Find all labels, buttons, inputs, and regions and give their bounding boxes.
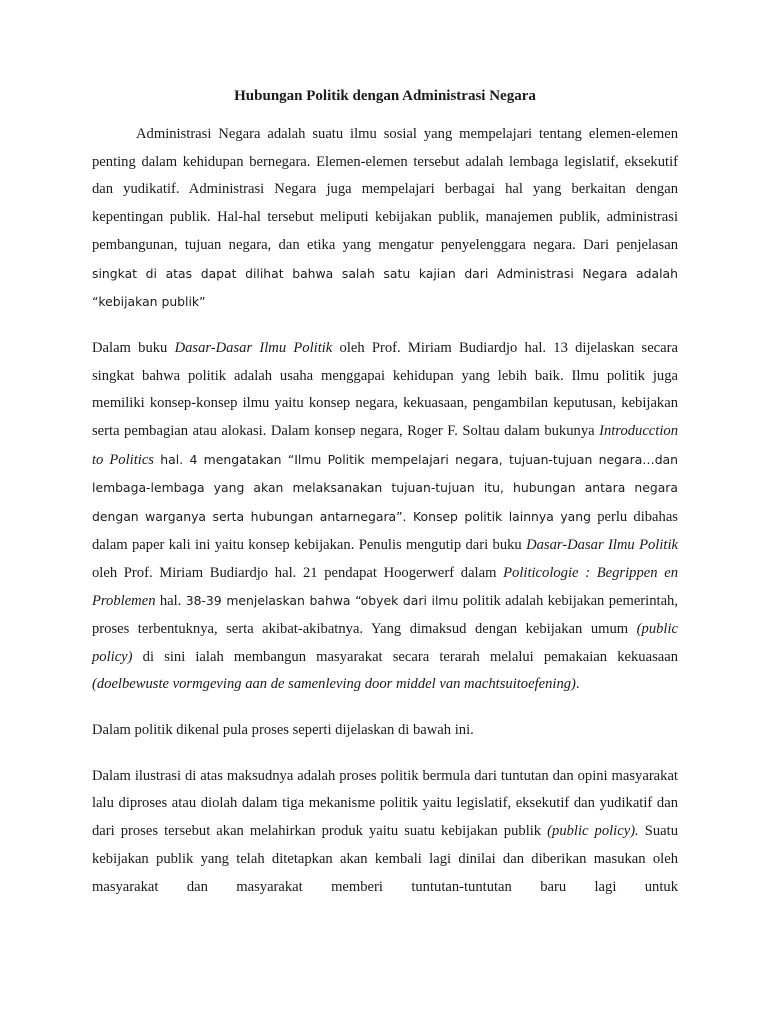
paragraph-1 [92,121,678,317]
p2-quote-hoogerwerf: 38-39 menjelaskan bahwa “obyek dari ilmu [185,593,459,609]
p2-text-5: hal. [155,593,186,610]
p2-text-8: . [575,676,580,693]
p2-text-7: di sini ialah membangun masyarakat secara terarah melalui pemakaian kekuasaan [132,648,678,665]
p4-text-2: Suatu kebijakan publik yang telah ditetapkan akan kembali lagi dinilai dan diberikan masukan oleh masyarakat dan masyarakat memberi tuntutan-tuntutan baru lagi untuk [92,823,678,895]
p2-quote-soltau: hal. 4 mengatakan “Ilmu Politik mempelajari negara, tujuan-tujuan negara…dan lembaga-lembaga yang akan melaksanakan tujuan-tujuan itu, hubungan antara negara dengan warganya serta hubungan antarnegara”. Konsep politik lainnya yang [92,451,679,525]
p2-text-6: politik adalah kebijakan pemerintah, proses terbentuknya, serta akibat-akibatnya. Yang dimaksud dengan kebijakan umum [92,593,678,637]
p2-book-title-3: Dasar-Dasar Ilmu Politik [526,536,678,553]
p2-text-2: oleh Prof. Miriam Budiardjo hal. 13 dijelaskan secara singkat bahwa politik adalah usaha menggapai kehidupan yang lebih baik. Ilmu politik juga memiliki konsep-konsep ilmu yaitu konsep negara, kekuasaan, pengambilan keputusan, kebijakan serta pembagian atau alokasi. Dalam konsep negara, Roger F. Soltau dalam bukunya [92,339,678,440]
paragraph-2 [92,335,678,699]
document-title: Hubungan Politik dengan Administrasi Negara [234,88,536,104]
p2-book-title-2: Introducction to Politics [92,423,678,468]
p4-term-public-policy: (public policy). [547,823,639,840]
p2-book-title-4: Politicologie : Begrippen en Problemen [92,564,678,610]
p2-text-3: perlu dibahas dalam paper kali ini yaitu konsep kebijakan. Penulis mengutip dari buku [92,509,678,553]
p4-text-1: Dalam ilustrasi di atas maksudnya adalah proses politik bermula dari tuntutan dan opini masyarakat lalu diproses atau diolah dalam tiga mekanisme politik yaitu legislatif, eksekutif dan yudikatif dan dari proses tersebut akan melahirkan produk yaitu suatu kebijakan publik [92,767,678,840]
p2-book-title-1: Dasar-Dasar Ilmu Politik [174,339,333,356]
p2-text-4: oleh Prof. Miriam Budiardjo hal. 21 pendapat Hoogerwerf dalam [92,564,504,581]
document-page [92,86,678,919]
paragraph-3: Dalam politik dikenal pula proses seperti dijelaskan di bawah ini. [92,722,474,739]
p2-term-dutch: (doelbewuste vormgeving aan de samenleving door middel van machtsuitoefening) [92,676,576,693]
paragraph-1-alt-text: singkat di atas dapat dilihat bahwa salah satu kajian dari Administrasi Negara adalah “kebijakan publik” [92,265,678,310]
paragraph-1-text: Administrasi Negara adalah suatu ilmu sosial yang mempelajari tentang elemen-elemen penting dalam kehidupan bernegara. Elemen-elemen tersebut adalah lembaga legislatif, eksekutif dan yudikatif. Administrasi Negara juga mempelajari berbagai hal yang berkaitan dengan kepentingan publik. Hal-hal tersebut meliputi kebijakan publik, manajemen publik, administrasi pembangunan, tujuan negara, dan etika yang mengatur penyelenggara negara. Dari penjelasan [92,126,678,253]
p2-text-1: Dalam buku [92,339,175,356]
p2-term-public-policy: (public policy) [92,620,678,665]
paragraph-4 [92,763,678,902]
